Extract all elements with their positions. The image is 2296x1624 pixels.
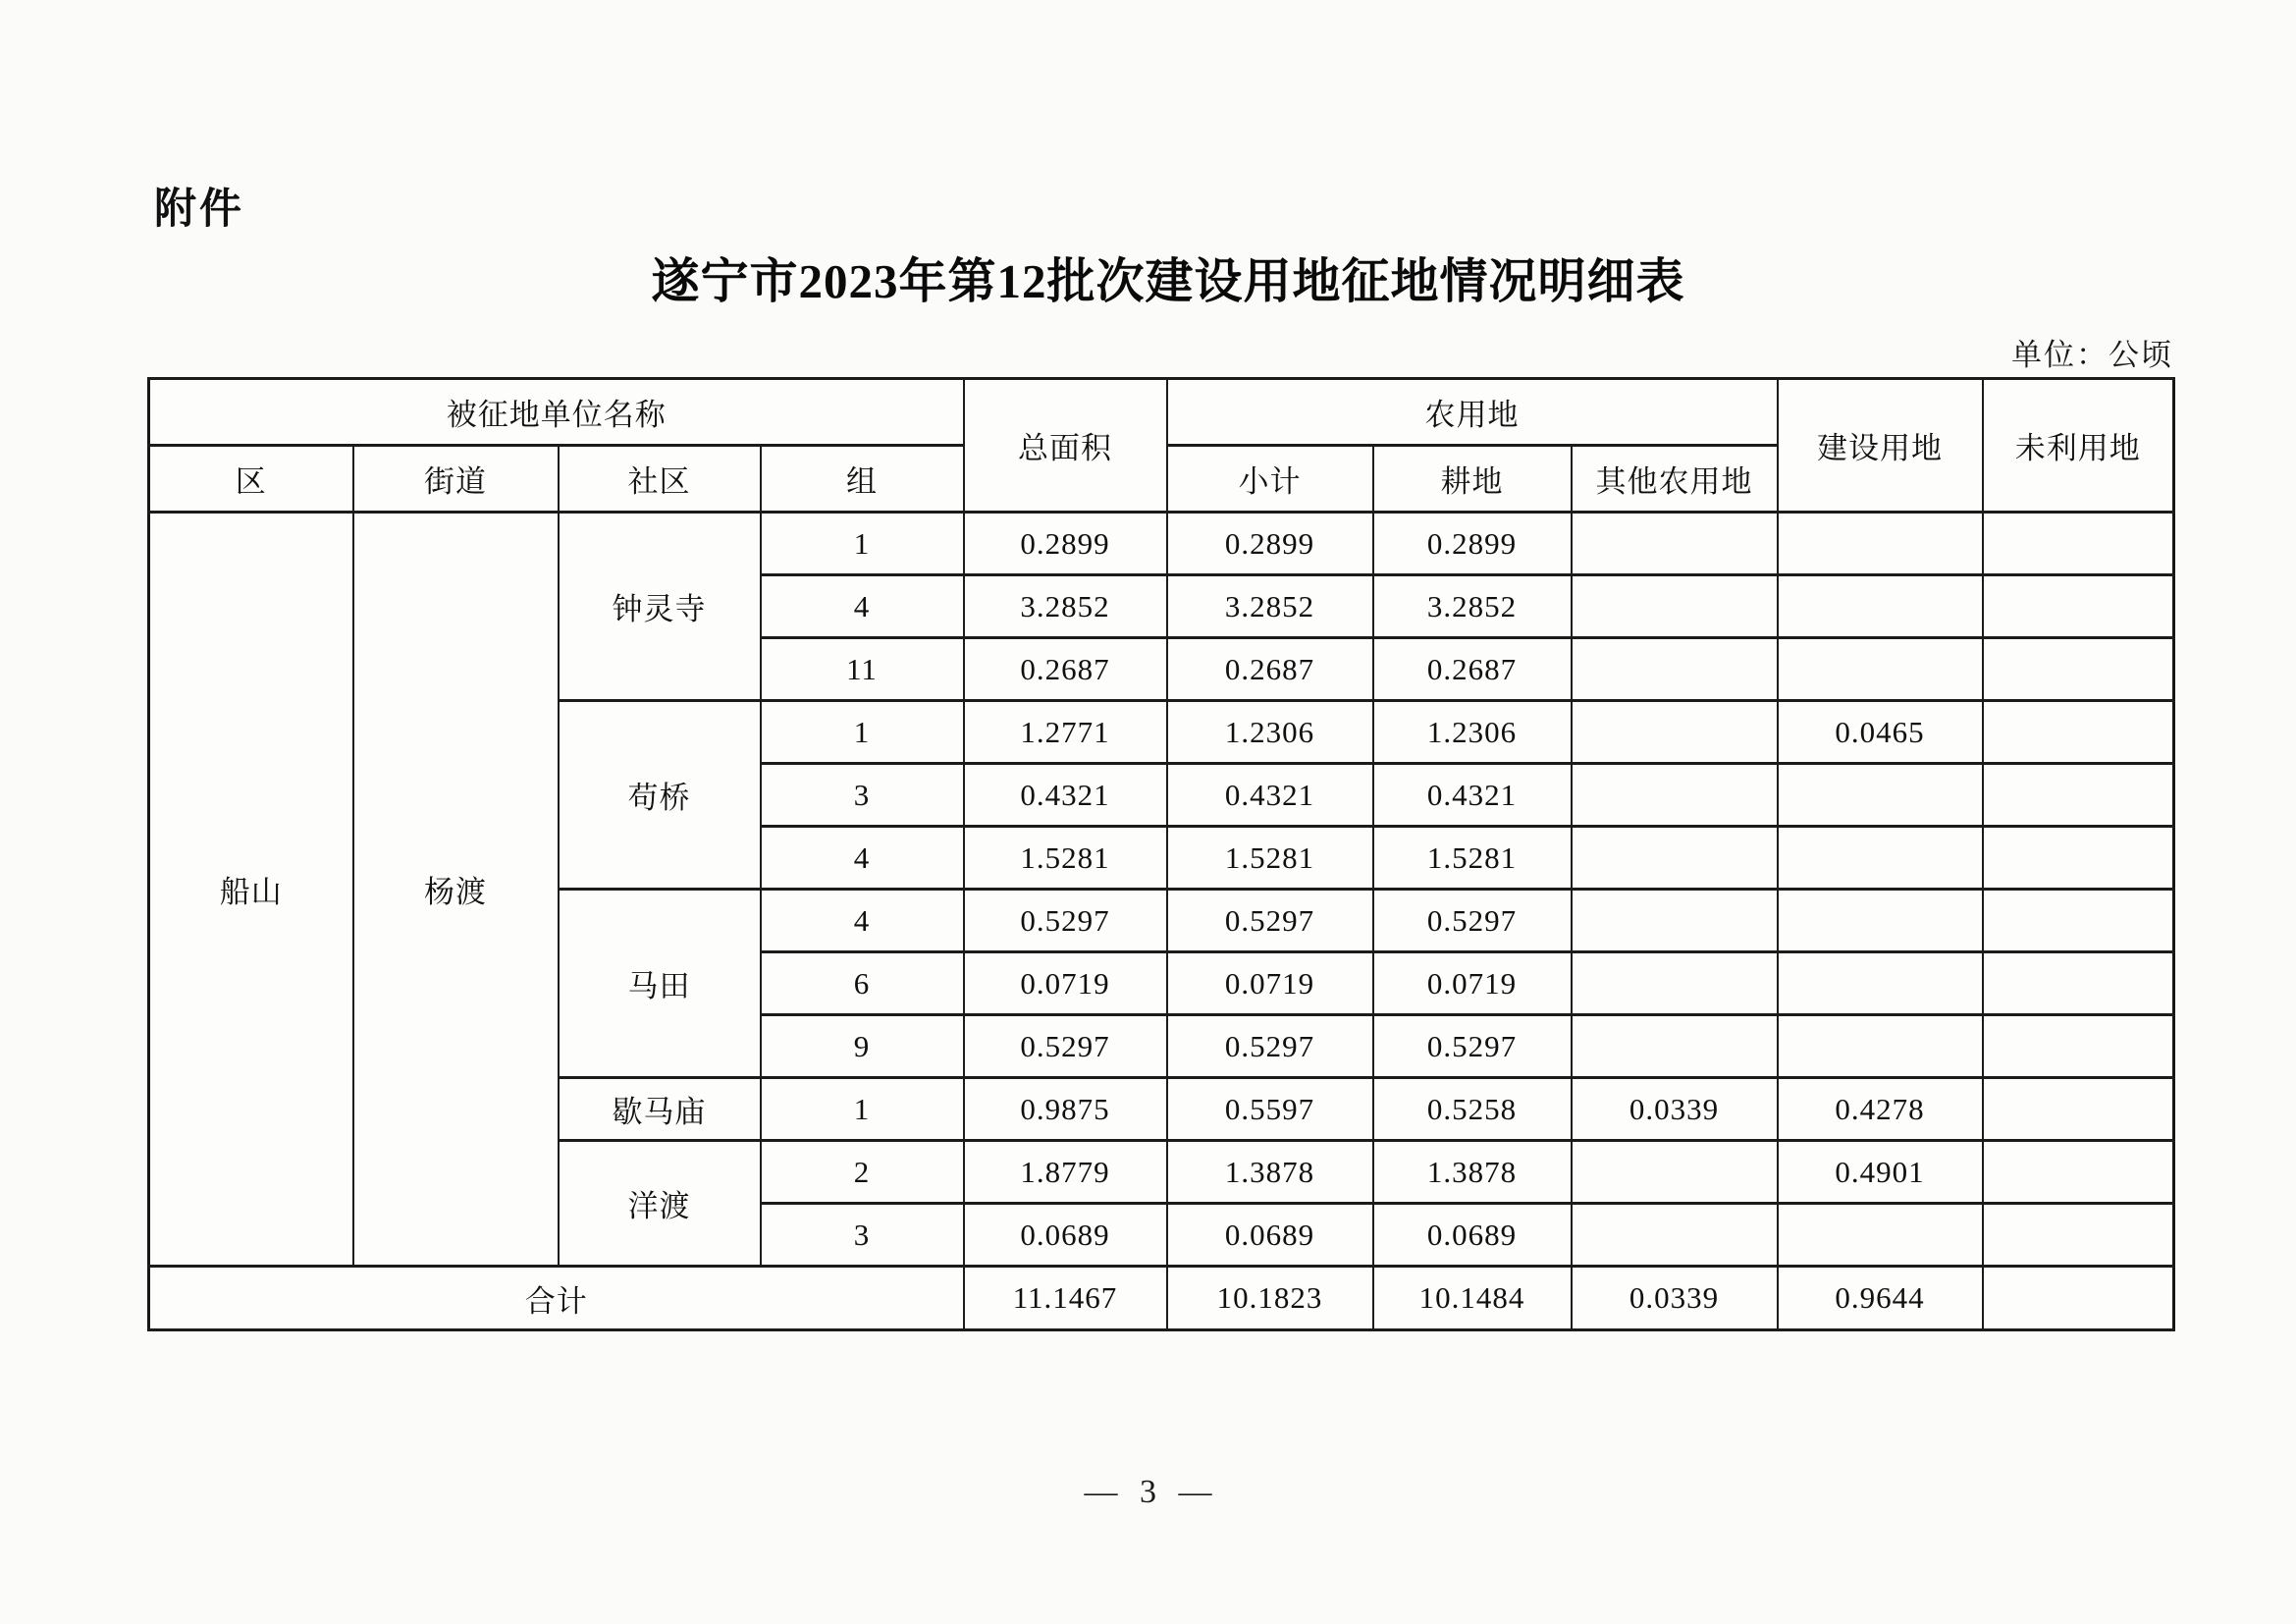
cell-total-area: 1.5281 xyxy=(964,827,1167,890)
cell-unused xyxy=(1983,827,2174,890)
cell-other-agricultural xyxy=(1572,1015,1778,1078)
header-community: 社区 xyxy=(559,446,761,513)
cell-cultivated: 0.5297 xyxy=(1373,890,1572,952)
cell-construction xyxy=(1778,890,1983,952)
cell-unused xyxy=(1983,764,2174,827)
cell-subtotal: 0.4321 xyxy=(1167,764,1373,827)
cell-cultivated: 0.5258 xyxy=(1373,1078,1572,1141)
cell-other-agricultural xyxy=(1572,575,1778,638)
cell-total-area: 0.9875 xyxy=(964,1078,1167,1141)
cell-other-agricultural: 0.0339 xyxy=(1572,1078,1778,1141)
cell-total-area: 11.1467 xyxy=(964,1267,1167,1330)
cell-street: 杨渡 xyxy=(353,513,559,1267)
cell-subtotal: 1.2306 xyxy=(1167,701,1373,764)
cell-community: 钟灵寺 xyxy=(559,513,761,701)
page-title: 遂宁市2023年第12批次建设用地征地情况明细表 xyxy=(651,254,1685,308)
cell-construction xyxy=(1778,513,1983,575)
cell-unused xyxy=(1983,1078,2174,1141)
cell-total-area: 1.2771 xyxy=(964,701,1167,764)
cell-group: 6 xyxy=(761,952,964,1015)
cell-cultivated: 0.0689 xyxy=(1373,1204,1572,1267)
table-row xyxy=(149,513,2174,575)
header-construction-land: 建设用地 xyxy=(1778,379,1983,513)
cell-total-area: 0.5297 xyxy=(964,1015,1167,1078)
cell-subtotal: 1.5281 xyxy=(1167,827,1373,890)
cell-cultivated: 0.4321 xyxy=(1373,764,1572,827)
header-group: 组 xyxy=(761,446,964,513)
cell-subtotal: 1.3878 xyxy=(1167,1141,1373,1204)
cell-total-label: 合计 xyxy=(149,1267,964,1330)
cell-community: 歇马庙 xyxy=(559,1078,761,1141)
cell-total-area: 0.0719 xyxy=(964,952,1167,1015)
header-district: 区 xyxy=(149,446,353,513)
cell-total-area: 0.4321 xyxy=(964,764,1167,827)
cell-cultivated: 0.2687 xyxy=(1373,638,1572,701)
cell-group: 11 xyxy=(761,638,964,701)
cell-construction xyxy=(1778,575,1983,638)
cell-other-agricultural xyxy=(1572,638,1778,701)
cell-group: 2 xyxy=(761,1141,964,1204)
cell-other-agricultural xyxy=(1572,952,1778,1015)
cell-construction xyxy=(1778,827,1983,890)
cell-cultivated: 0.5297 xyxy=(1373,1015,1572,1078)
cell-total-area: 3.2852 xyxy=(964,575,1167,638)
cell-construction xyxy=(1778,952,1983,1015)
cell-cultivated: 3.2852 xyxy=(1373,575,1572,638)
cell-unused xyxy=(1983,575,2174,638)
cell-subtotal: 0.5297 xyxy=(1167,1015,1373,1078)
cell-cultivated: 0.2899 xyxy=(1373,513,1572,575)
cell-construction: 0.4901 xyxy=(1778,1141,1983,1204)
cell-unused xyxy=(1983,701,2174,764)
cell-cultivated: 0.0719 xyxy=(1373,952,1572,1015)
cell-total-area: 0.5297 xyxy=(964,890,1167,952)
header-other-agricultural: 其他农用地 xyxy=(1572,446,1778,513)
cell-group: 1 xyxy=(761,513,964,575)
attachment-label: 附件 xyxy=(154,185,244,234)
cell-other-agricultural xyxy=(1572,1204,1778,1267)
cell-total-area: 1.8779 xyxy=(964,1141,1167,1204)
header-subtotal: 小计 xyxy=(1167,446,1373,513)
cell-group: 4 xyxy=(761,890,964,952)
cell-subtotal: 0.0719 xyxy=(1167,952,1373,1015)
cell-other-agricultural xyxy=(1572,1141,1778,1204)
cell-group: 4 xyxy=(761,827,964,890)
total-row xyxy=(149,1267,2174,1330)
header-cultivated-land: 耕地 xyxy=(1373,446,1572,513)
cell-unused xyxy=(1983,890,2174,952)
cell-group: 1 xyxy=(761,701,964,764)
cell-subtotal: 10.1823 xyxy=(1167,1267,1373,1330)
cell-other-agricultural xyxy=(1572,827,1778,890)
cell-group: 3 xyxy=(761,764,964,827)
cell-subtotal: 0.2687 xyxy=(1167,638,1373,701)
cell-community: 马田 xyxy=(559,890,761,1078)
cell-group: 3 xyxy=(761,1204,964,1267)
header-unused-land: 未利用地 xyxy=(1983,379,2174,513)
cell-construction xyxy=(1778,638,1983,701)
cell-subtotal: 0.0689 xyxy=(1167,1204,1373,1267)
cell-cultivated: 1.2306 xyxy=(1373,701,1572,764)
cell-other-agricultural xyxy=(1572,890,1778,952)
header-total-area: 总面积 xyxy=(964,379,1167,513)
cell-subtotal: 0.5597 xyxy=(1167,1078,1373,1141)
cell-construction xyxy=(1778,1015,1983,1078)
cell-unused xyxy=(1983,513,2174,575)
land-acquisition-table xyxy=(147,377,2175,1331)
cell-cultivated: 10.1484 xyxy=(1373,1267,1572,1330)
header-street: 街道 xyxy=(353,446,559,513)
header-expropriated-unit-name: 被征地单位名称 xyxy=(149,379,964,446)
cell-other-agricultural xyxy=(1572,701,1778,764)
cell-group: 1 xyxy=(761,1078,964,1141)
cell-total-area: 0.2687 xyxy=(964,638,1167,701)
cell-community: 苟桥 xyxy=(559,701,761,890)
cell-district: 船山 xyxy=(149,513,353,1267)
cell-group: 4 xyxy=(761,575,964,638)
cell-unused xyxy=(1983,1267,2174,1330)
cell-total-area: 0.2899 xyxy=(964,513,1167,575)
cell-construction xyxy=(1778,764,1983,827)
cell-other-agricultural xyxy=(1572,513,1778,575)
cell-other-agricultural xyxy=(1572,764,1778,827)
cell-other-agricultural: 0.0339 xyxy=(1572,1267,1778,1330)
cell-subtotal: 0.2899 xyxy=(1167,513,1373,575)
cell-construction: 0.4278 xyxy=(1778,1078,1983,1141)
cell-cultivated: 1.5281 xyxy=(1373,827,1572,890)
cell-subtotal: 3.2852 xyxy=(1167,575,1373,638)
cell-unused xyxy=(1983,1015,2174,1078)
cell-unused xyxy=(1983,952,2174,1015)
header-agricultural-land: 农用地 xyxy=(1167,379,1778,446)
cell-unused xyxy=(1983,638,2174,701)
cell-construction xyxy=(1778,1204,1983,1267)
cell-total-area: 0.0689 xyxy=(964,1204,1167,1267)
cell-cultivated: 1.3878 xyxy=(1373,1141,1572,1204)
cell-construction: 0.0465 xyxy=(1778,701,1983,764)
cell-group: 9 xyxy=(761,1015,964,1078)
cell-unused xyxy=(1983,1141,2174,1204)
unit-note: 单位：公顷 xyxy=(2011,338,2173,372)
cell-construction: 0.9644 xyxy=(1778,1267,1983,1330)
cell-subtotal: 0.5297 xyxy=(1167,890,1373,952)
cell-unused xyxy=(1983,1204,2174,1267)
cell-community: 洋渡 xyxy=(559,1141,761,1267)
page-number: — 3 — xyxy=(1084,1474,1212,1510)
